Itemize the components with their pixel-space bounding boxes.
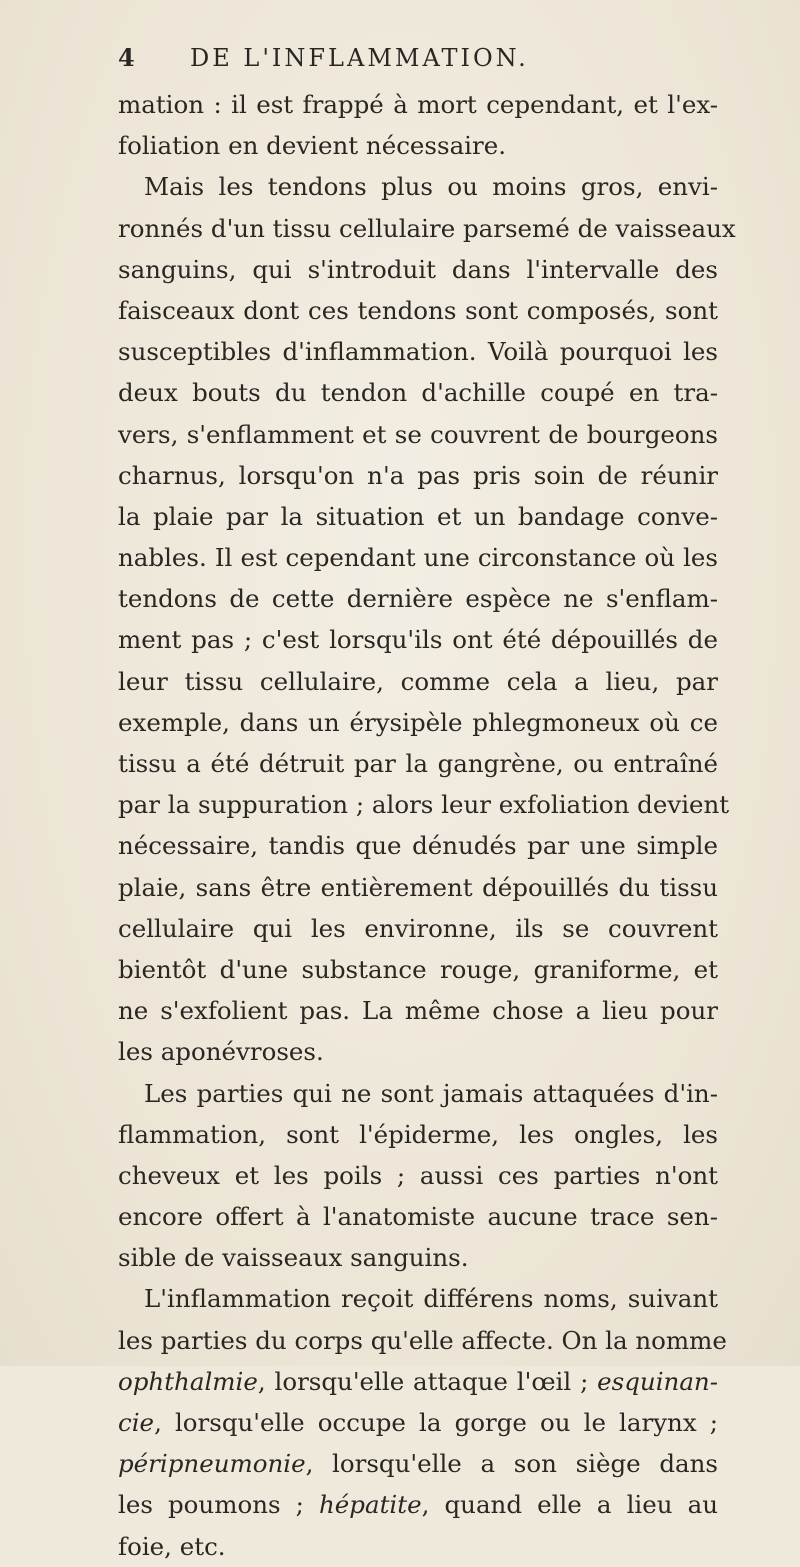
text-line: plaie, sans être entièrement dépouillés du tissu: [118, 872, 718, 902]
text-line: [118, 1402, 718, 1443]
text-line: la plaie par la situation et un bandage conve-: [118, 501, 718, 531]
text-line: exemple, dans un érysipèle phlegmoneux où ce: [118, 707, 718, 737]
text-segment: , quand elle a lieu au: [421, 1490, 718, 1520]
text-line: les parties du corps qu'elle affecte. On la nomme: [118, 1325, 727, 1355]
text-line: encore offert à l'anatomiste aucune trace sen-: [118, 1202, 718, 1232]
text-line: nécessaire, tandis que dénudés par une simple: [118, 831, 718, 861]
text-line: foliation en devient nécessaire.: [118, 131, 507, 161]
text-line: faisceaux dont ces tendons sont composés, sont: [118, 295, 718, 325]
text-line: ronnés d'un tissu cellulaire parsemé de vaisseaux: [118, 213, 736, 243]
text-segment: les poumons ;: [118, 1490, 319, 1520]
text-line: [118, 1361, 718, 1402]
text-line: tendons de cette dernière espèce ne s'enflam-: [118, 584, 718, 614]
italic-term: ophthalmie: [118, 1366, 258, 1396]
text-segment: , lorsqu'elle a son siège dans: [305, 1449, 718, 1479]
text-line: les aponévroses.: [118, 1037, 324, 1067]
text-line: ne s'exfolient pas. La même chose a lieu pour: [118, 996, 718, 1026]
italic-term: péripneumonie: [118, 1449, 306, 1479]
text-line: Mais les tendons plus ou moins gros, envi-: [144, 172, 718, 202]
text-line: sanguins, qui s'introduit dans l'intervalle des: [118, 254, 718, 284]
text-line: susceptibles d'inflammation. Voilà pourquoi les: [118, 337, 718, 367]
text-line: deux bouts du tendon d'achille coupé en tra-: [118, 378, 718, 408]
text-line: par la suppuration ; alors leur exfoliation devient: [118, 790, 730, 820]
text-line: ment pas ; c'est lorsqu'ils ont été dépouillés de: [118, 625, 718, 655]
running-title: DE L'INFLAMMATION.: [190, 44, 529, 72]
text-line: cellulaire qui les environne, ils se couvrent: [118, 913, 718, 943]
text-line: vers, s'enflamment et se couvrent de bourgeons: [118, 419, 718, 449]
text-line: bientôt d'une substance rouge, graniforme, et: [118, 954, 718, 984]
text-line: foie, etc.: [118, 1531, 226, 1561]
body-text: [118, 84, 736, 1567]
text-line: L'inflammation reçoit différens noms, suivant: [144, 1284, 718, 1314]
text-segment: , lorsqu'elle occupe la gorge ou le larynx ;: [154, 1408, 718, 1437]
text-line: nables. Il est cependant une circonstance où les: [118, 543, 718, 573]
text-line: [118, 1443, 718, 1484]
text-line: sible de vaisseaux sanguins.: [118, 1243, 469, 1273]
page-number: 4: [118, 43, 138, 72]
text-line: Les parties qui ne sont jamais attaquées d'in-: [144, 1078, 718, 1108]
text-line: tissu a été détruit par la gangrène, ou entraîné: [118, 749, 718, 778]
text-line: charnus, lorsqu'on n'a pas pris soin de réunir: [118, 460, 718, 490]
text-line: mation : il est frappé à mort cependant, et l'ex-: [118, 90, 718, 119]
text-line: leur tissu cellulaire, comme cela a lieu, par: [118, 666, 718, 696]
running-header: [118, 38, 718, 78]
italic-term: esquinan-: [597, 1366, 718, 1396]
text-line: [118, 1484, 718, 1525]
text-line: flammation, sont l'épiderme, les ongles, les: [118, 1119, 718, 1149]
text-segment: , lorsqu'elle attaque l'œil ;: [257, 1366, 598, 1396]
italic-term: hépatite: [319, 1490, 422, 1520]
italic-term: cie: [118, 1408, 155, 1437]
text-line: cheveux et les poils ; aussi ces parties n'ont: [118, 1160, 718, 1190]
